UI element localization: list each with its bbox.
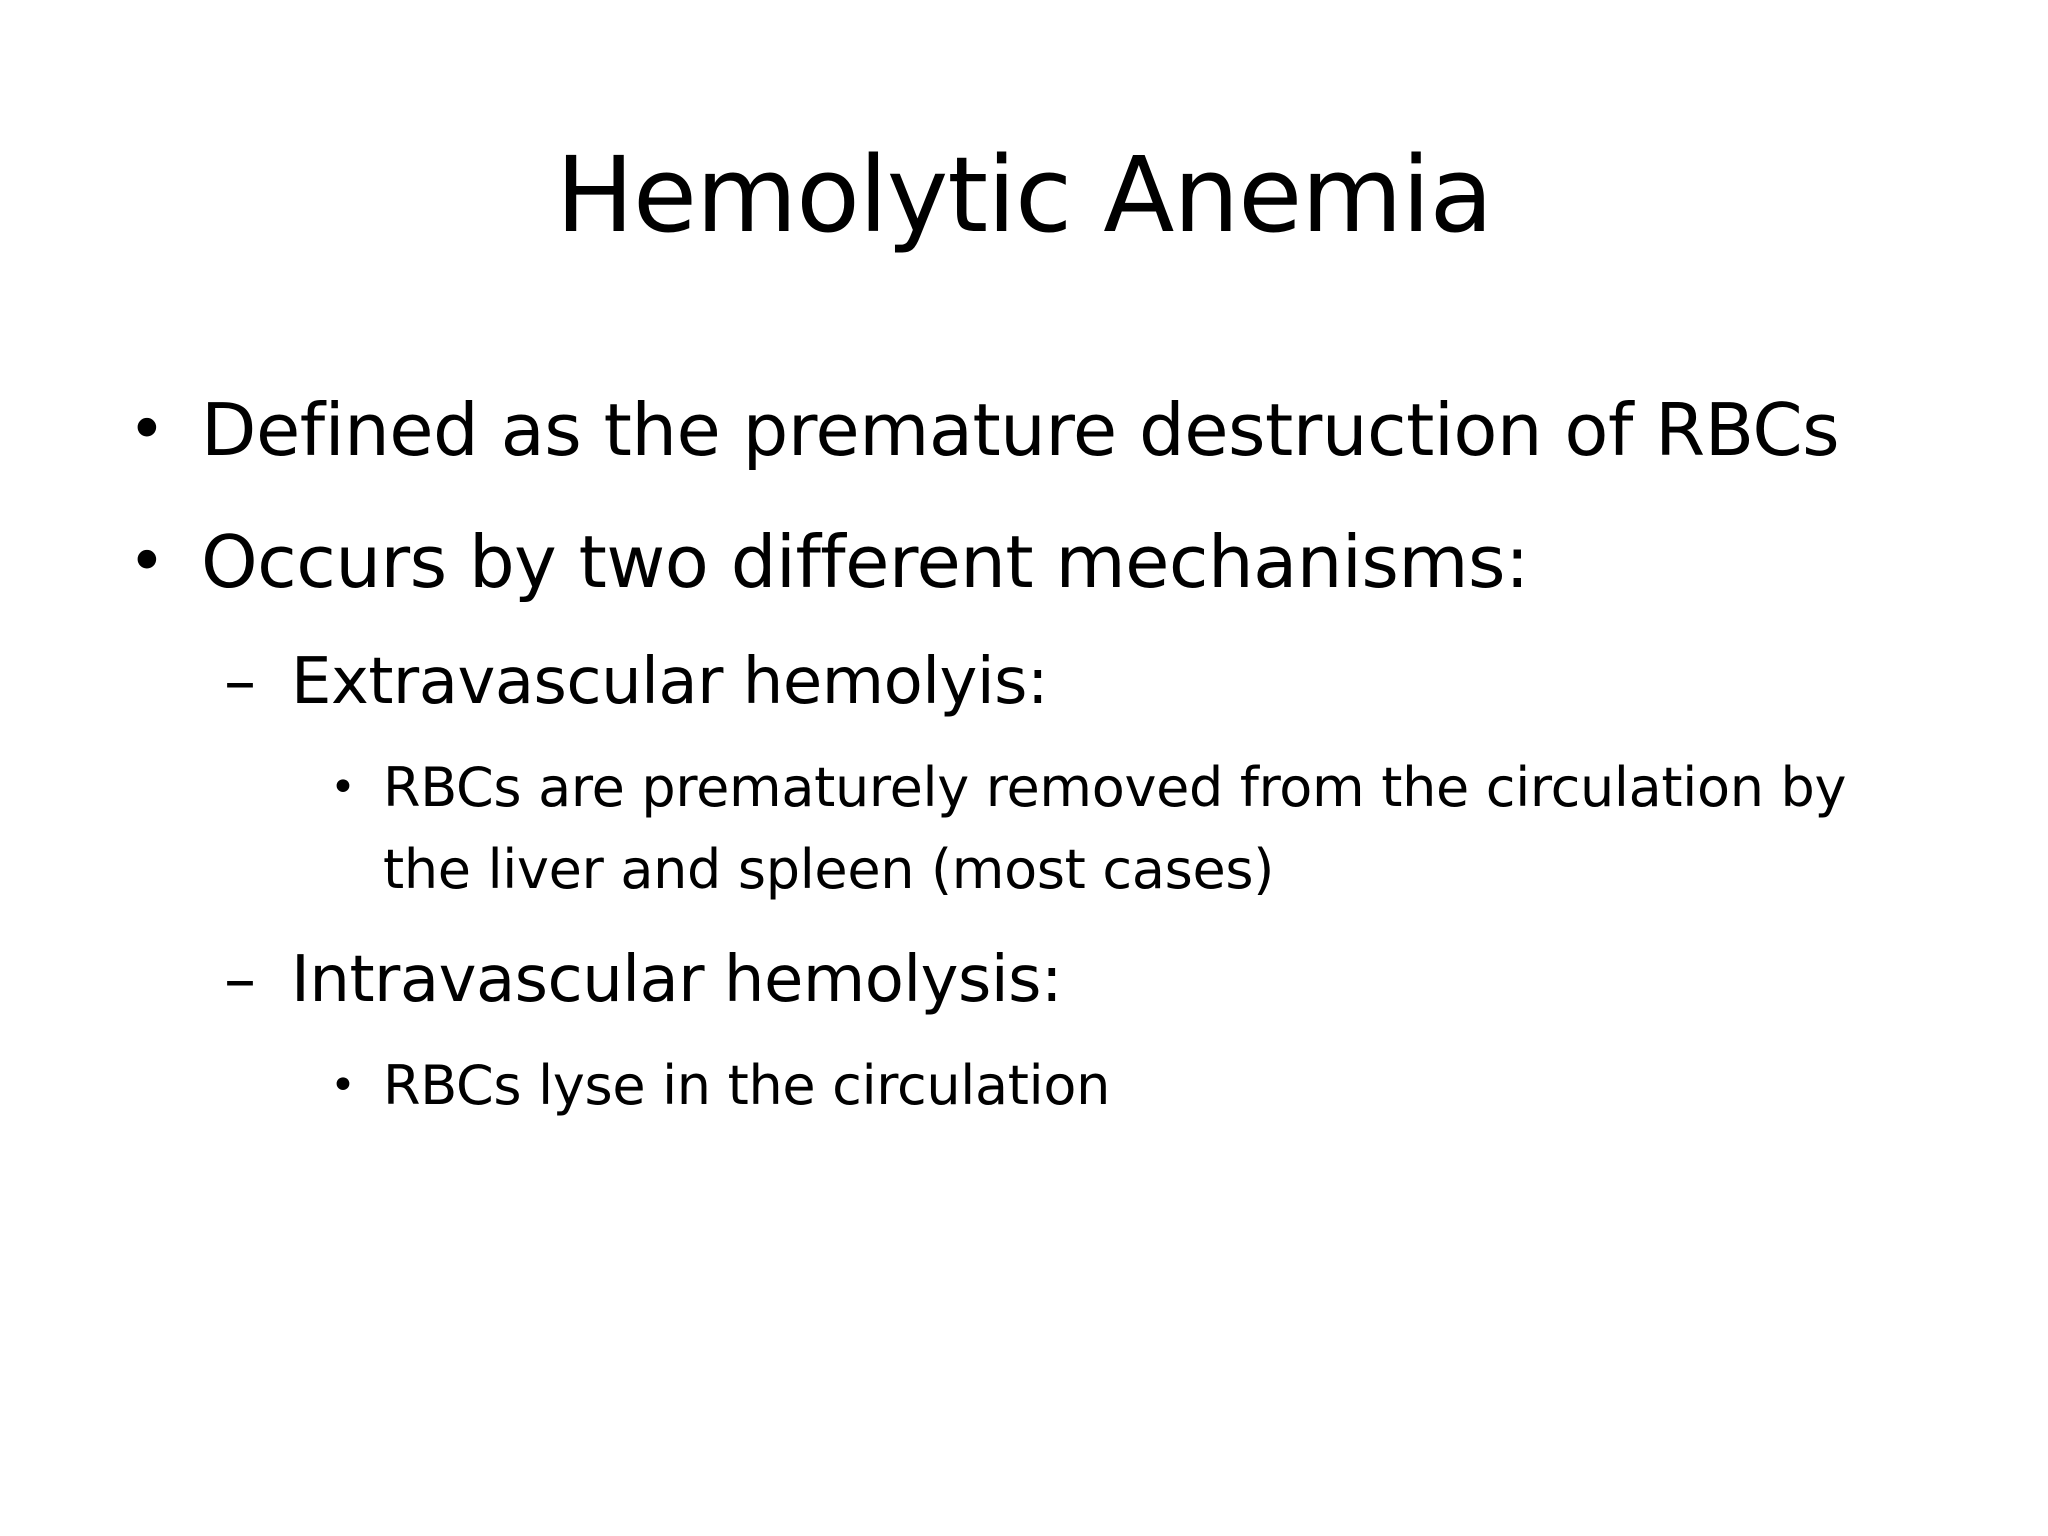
bullet-text: Defined as the premature destruction of RBCs bbox=[201, 388, 1840, 472]
dash-marker: – bbox=[224, 645, 256, 719]
detail-marker: • bbox=[330, 1060, 356, 1111]
sub-bullet-label: Intravascular hemolysis: bbox=[291, 943, 1063, 1017]
detail-line: the liver and spleen (most cases) bbox=[383, 838, 1274, 901]
bullet-text: Occurs by two different mechanisms: bbox=[201, 520, 1529, 604]
sub-bullet-intravascular bbox=[224, 940, 1924, 1020]
slide-title: Hemolytic Anemia bbox=[555, 134, 1493, 256]
detail-line: RBCs are prematurely removed from the circulation by bbox=[383, 756, 1847, 819]
detail-line: RBCs lyse in the circulation bbox=[383, 1054, 1111, 1117]
detail-intravascular bbox=[330, 1045, 1980, 1127]
bullet-definition bbox=[128, 386, 1948, 474]
bullet-marker: • bbox=[128, 525, 166, 599]
bullet-marker: • bbox=[128, 393, 166, 467]
detail-marker: • bbox=[330, 762, 356, 813]
sub-bullet-extravascular bbox=[224, 642, 1924, 722]
dash-marker: – bbox=[224, 943, 256, 1017]
sub-bullet-label: Extravascular hemolyis: bbox=[291, 645, 1049, 719]
detail-extravascular bbox=[330, 747, 1980, 911]
bullet-mechanisms bbox=[128, 518, 1948, 606]
